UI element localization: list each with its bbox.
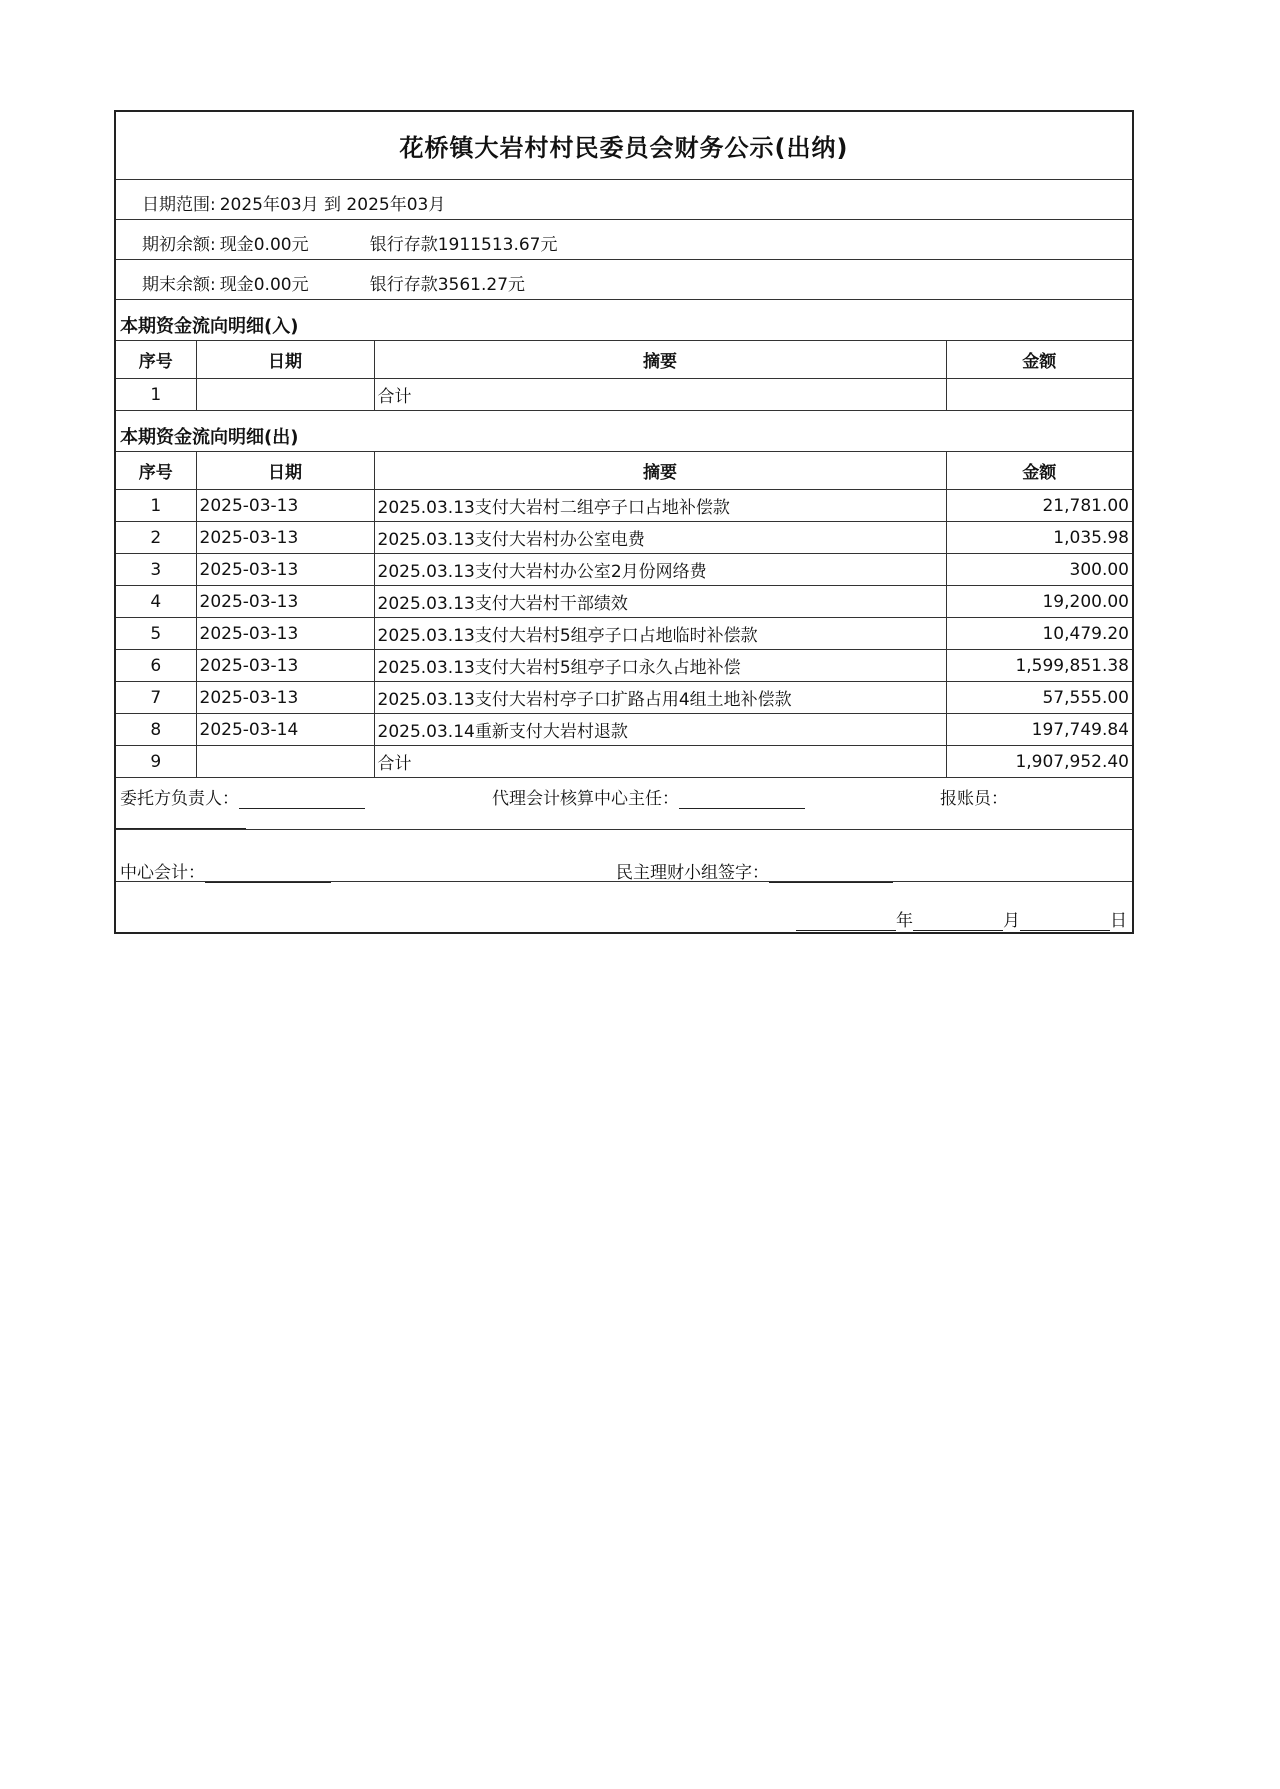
row-amount — [946, 379, 1132, 411]
row-summary: 2025.03.13支付大岩村二组亭子口占地补偿款 — [374, 490, 946, 522]
row-no: 1 — [116, 490, 196, 522]
page-title: 花桥镇大岩村村民委员会财务公示(出纳) — [399, 134, 849, 162]
row-amount: 197,749.84 — [946, 714, 1132, 746]
reimburser-label: 报账员： — [940, 789, 1008, 809]
row-no: 9 — [116, 746, 196, 778]
income-header-no: 序号 — [116, 341, 196, 379]
finance-group-blank — [769, 864, 893, 883]
row-date: 2025-03-13 — [196, 618, 374, 650]
row-summary: 2025.03.13支付大岩村5组亭子口永久占地补偿 — [374, 650, 946, 682]
row-amount: 57,555.00 — [946, 682, 1132, 714]
date-range-row — [116, 180, 1132, 220]
month-blank — [913, 912, 1003, 931]
row-amount: 1,907,952.40 — [946, 746, 1132, 778]
expense-section-title: 本期资金流向明细(出) — [120, 427, 299, 448]
finance-group-label: 民主理财小组签字： — [616, 863, 769, 883]
table-row — [116, 379, 1132, 411]
principal-blank — [239, 790, 365, 809]
row-date: 2025-03-13 — [196, 554, 374, 586]
row-date: 2025-03-14 — [196, 714, 374, 746]
expense-header-amount: 金额 — [946, 452, 1132, 490]
income-header-summary: 摘要 — [374, 341, 946, 379]
row-no: 1 — [116, 379, 196, 411]
row-summary: 合计 — [374, 379, 946, 411]
table-row — [116, 746, 1132, 778]
row-summary: 2025.03.13支付大岩村办公室2月份网络费 — [374, 554, 946, 586]
row-summary: 合计 — [374, 746, 946, 778]
closing-balance-row — [116, 260, 1132, 300]
row-no: 8 — [116, 714, 196, 746]
table-row — [116, 554, 1132, 586]
row-date: 2025-03-13 — [196, 682, 374, 714]
row-no: 2 — [116, 522, 196, 554]
opening-cash: 现金0.00元 — [219, 235, 309, 255]
closing-bank: 银行存款3561.27元 — [369, 275, 526, 295]
row-amount: 300.00 — [946, 554, 1132, 586]
row-no: 3 — [116, 554, 196, 586]
principal-signature — [120, 784, 365, 809]
row-no: 6 — [116, 650, 196, 682]
row-date — [196, 379, 374, 411]
row-summary: 2025.03.13支付大岩村亭子口扩路占用4组土地补偿款 — [374, 682, 946, 714]
row-summary: 2025.03.13支付大岩村办公室电费 — [374, 522, 946, 554]
income-section-title: 本期资金流向明细(入) — [120, 316, 299, 337]
date-signature-row — [116, 882, 1132, 932]
income-header-date: 日期 — [196, 341, 374, 379]
row-amount: 1,599,851.38 — [946, 650, 1132, 682]
income-header-amount: 金额 — [946, 341, 1132, 379]
signature-row-1 — [116, 778, 1132, 830]
row-no: 4 — [116, 586, 196, 618]
table-row — [116, 714, 1132, 746]
expense-header-summary: 摘要 — [374, 452, 946, 490]
income-table — [116, 340, 1132, 411]
row-summary: 2025.03.13支付大岩村5组亭子口占地临时补偿款 — [374, 618, 946, 650]
table-row — [116, 618, 1132, 650]
center-accountant-blank — [205, 864, 331, 883]
table-row — [116, 586, 1132, 618]
month-label: 月 — [1003, 911, 1020, 931]
table-row — [116, 682, 1132, 714]
principal-label: 委托方负责人： — [120, 789, 239, 809]
center-accountant-label: 中心会计： — [120, 863, 205, 883]
row-amount: 1,035.98 — [946, 522, 1132, 554]
title-row — [116, 112, 1132, 180]
opening-balance-label: 期初余额: — [142, 235, 216, 255]
date-range-label: 日期范围: — [142, 195, 216, 215]
expense-header-date: 日期 — [196, 452, 374, 490]
center-director-label: 代理会计核算中心主任： — [492, 789, 679, 809]
row-date: 2025-03-13 — [196, 650, 374, 682]
center-director-signature — [492, 784, 805, 809]
divider-underline — [116, 828, 246, 829]
opening-balance-row — [116, 220, 1132, 260]
closing-cash: 现金0.00元 — [219, 275, 309, 295]
row-amount: 21,781.00 — [946, 490, 1132, 522]
day-label: 日 — [1110, 911, 1127, 931]
row-date — [196, 746, 374, 778]
finance-disclosure-sheet — [114, 110, 1134, 934]
row-no: 7 — [116, 682, 196, 714]
expense-table — [116, 451, 1132, 778]
closing-balance-label: 期末余额: — [142, 275, 216, 295]
row-no: 5 — [116, 618, 196, 650]
finance-group-signature — [616, 858, 893, 883]
expense-header-no: 序号 — [116, 452, 196, 490]
row-summary: 2025.03.14重新支付大岩村退款 — [374, 714, 946, 746]
expense-header-row — [116, 452, 1132, 490]
year-blank — [796, 912, 896, 931]
row-summary: 2025.03.13支付大岩村干部绩效 — [374, 586, 946, 618]
row-amount: 10,479.20 — [946, 618, 1132, 650]
row-date: 2025-03-13 — [196, 522, 374, 554]
center-director-blank — [679, 790, 805, 809]
opening-bank: 银行存款1911513.67元 — [369, 235, 558, 255]
table-row — [116, 490, 1132, 522]
table-row — [116, 650, 1132, 682]
center-accountant-signature — [120, 858, 331, 883]
row-date: 2025-03-13 — [196, 490, 374, 522]
table-row — [116, 522, 1132, 554]
date-fields — [796, 906, 1127, 931]
day-blank — [1020, 912, 1110, 931]
income-header-row — [116, 341, 1132, 379]
row-amount: 19,200.00 — [946, 586, 1132, 618]
row-date: 2025-03-13 — [196, 586, 374, 618]
year-label: 年 — [896, 911, 913, 931]
signature-row-2 — [116, 830, 1132, 882]
date-range-value: 2025年03月 到 2025年03月 — [219, 195, 446, 215]
